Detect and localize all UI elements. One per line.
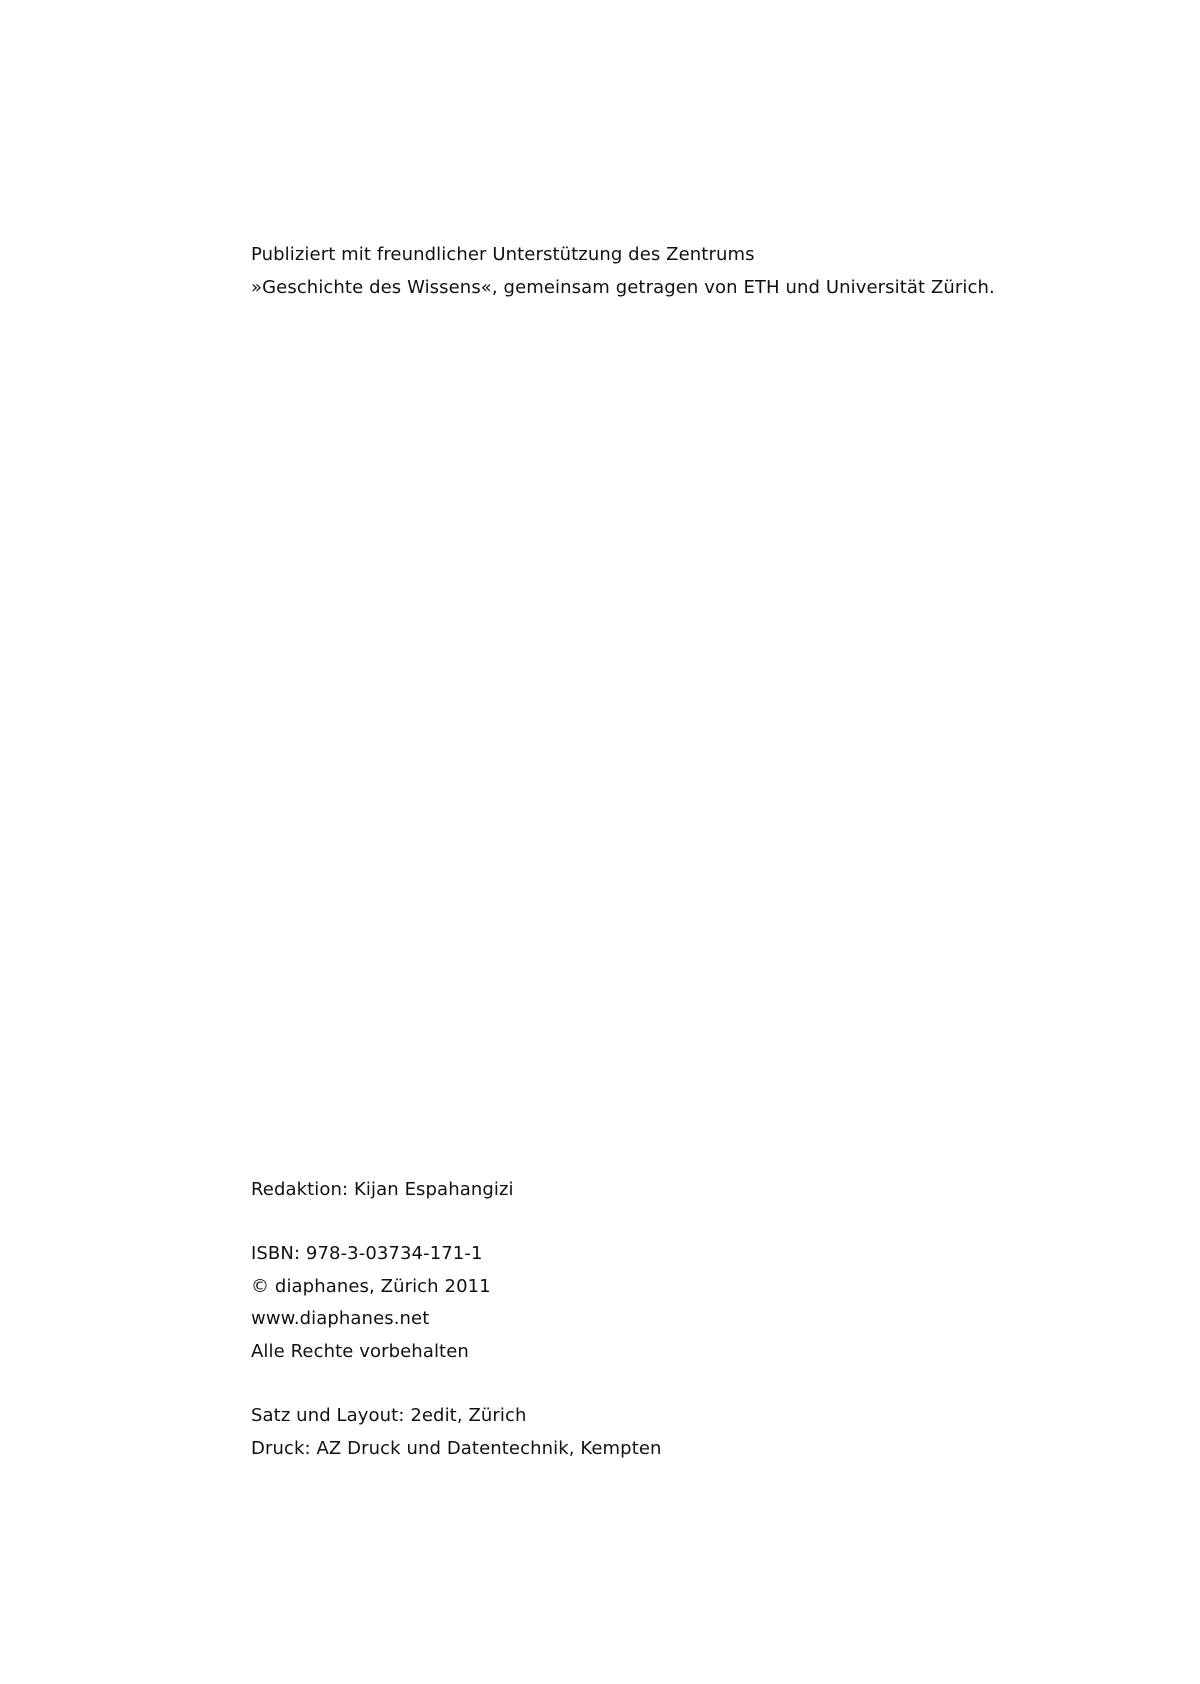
rights-line: Alle Rechte vorbehalten xyxy=(251,1340,469,1362)
editor-credit xyxy=(251,1174,1151,1207)
copyright-line: © diaphanes, Zürich 2011 xyxy=(251,1275,491,1297)
typesetting-line: Satz und Layout: 2edit, Zürich xyxy=(251,1405,527,1426)
printing-line: Druck: AZ Druck und Datentechnik, Kempten xyxy=(251,1437,662,1459)
isbn-line: ISBN: 978-3-03734-171-1 xyxy=(251,1243,483,1264)
support-line-1: Publiziert mit freundlicher Unterstützung des Zentrums xyxy=(251,244,755,265)
support-notice xyxy=(251,239,1151,304)
editor-line: Redaktion: Kijan Espahangizi xyxy=(251,1179,514,1200)
publication-details xyxy=(251,1238,1151,1368)
website-line: www.diaphanes.net xyxy=(251,1308,430,1329)
support-line-2: »Geschichte des Wissens«, gemeinsam getragen von ETH und Universität Zürich. xyxy=(251,276,995,298)
production-credits xyxy=(251,1400,1151,1465)
